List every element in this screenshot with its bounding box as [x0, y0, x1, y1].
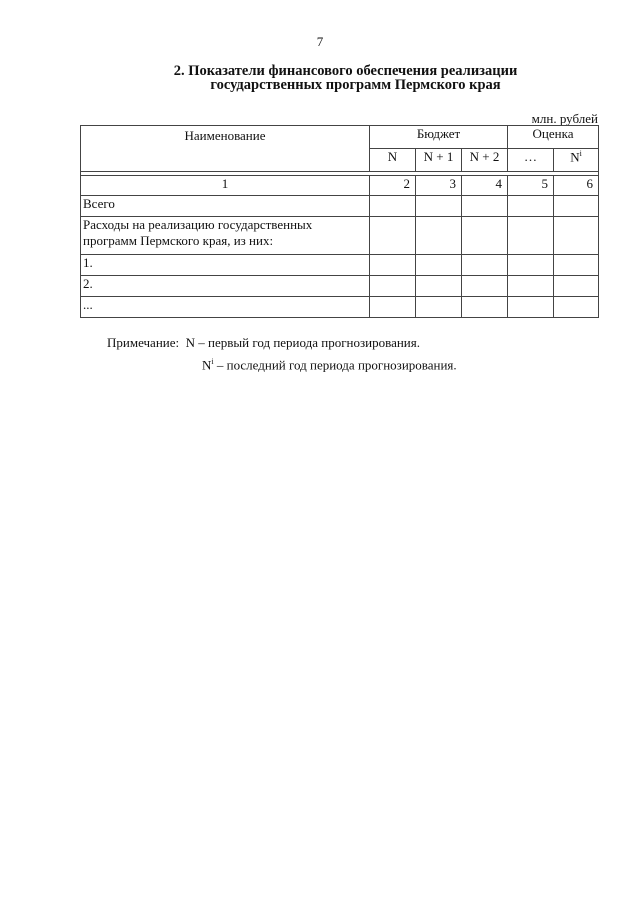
- note-label: Примечание:: [107, 335, 180, 350]
- note-text-2: – последний год периода прогнозирования.: [213, 357, 457, 373]
- table-row: [81, 217, 599, 255]
- column-number-4: 4: [462, 176, 508, 196]
- section-title-line-2: государственных программ Пермского края: [210, 77, 501, 93]
- note-text-1: N – первый год периода прогнозирования.: [185, 335, 420, 350]
- row-name: 1.: [81, 255, 370, 276]
- section-title: [0, 64, 640, 92]
- row-name: 2.: [81, 276, 370, 297]
- header-row: [81, 126, 599, 149]
- column-number-6: 6: [554, 176, 599, 196]
- note: [107, 333, 457, 374]
- financial-indicators-table: [80, 125, 599, 318]
- subheader-ni-sup: i: [579, 149, 582, 158]
- table-row: [81, 196, 599, 217]
- subheader-ni: [554, 149, 599, 172]
- column-number-1: 1: [81, 176, 370, 196]
- subheader-n1: N + 1: [416, 149, 462, 172]
- column-number-2: 2: [370, 176, 416, 196]
- subheader-n2: N + 2: [462, 149, 508, 172]
- column-number-5: 5: [508, 176, 554, 196]
- subheader-ellipsis: …: [508, 149, 554, 172]
- header-budget: Бюджет: [370, 126, 508, 149]
- row-name: Расходы на реализацию государственных программ Пермского края, из них:: [81, 217, 370, 255]
- note-line-2: [107, 352, 457, 374]
- section-title-line-1: 2. Показатели финансового обеспечения реализации: [173, 63, 518, 79]
- subheader-ni-base: N: [570, 149, 580, 165]
- row-name: Всего: [81, 196, 370, 217]
- row-name: ...: [81, 297, 370, 318]
- table-row: [81, 297, 599, 318]
- page-number: 7: [316, 34, 324, 49]
- header-name: Наименование: [81, 126, 370, 172]
- column-number-row: [81, 176, 599, 196]
- table-row: [81, 255, 599, 276]
- header-estimate: Оценка: [508, 126, 599, 149]
- column-number-3: 3: [416, 176, 462, 196]
- note-n-sup: i: [211, 357, 214, 366]
- table-row: [81, 276, 599, 297]
- note-n-base: N: [202, 357, 212, 373]
- note-line-1: [107, 333, 457, 352]
- subheader-n: N: [370, 149, 416, 172]
- unit-label: млн. рублей: [531, 111, 598, 126]
